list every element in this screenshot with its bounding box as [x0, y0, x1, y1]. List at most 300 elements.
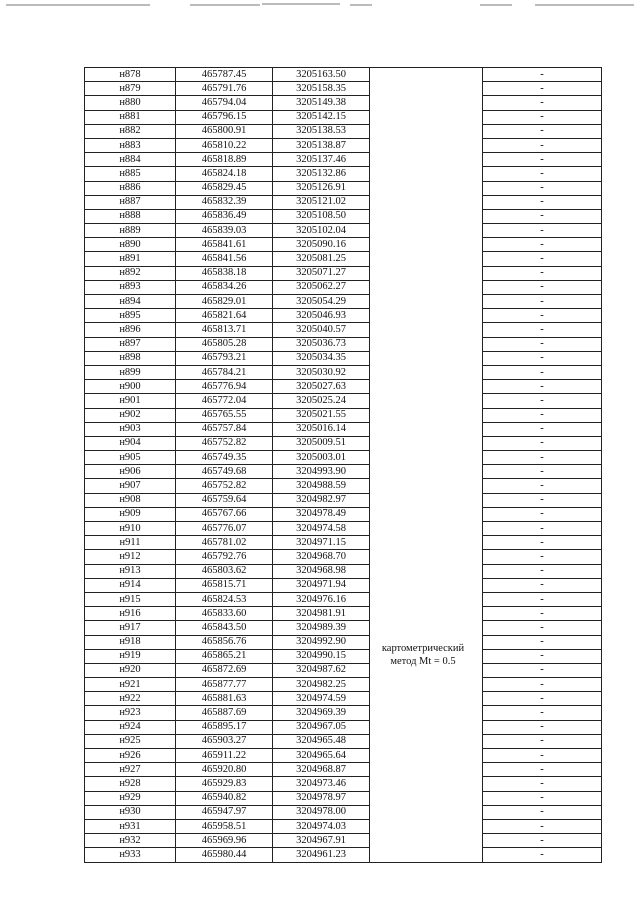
point-id-cell: н878 — [85, 68, 176, 82]
method-cell — [370, 692, 483, 706]
y-coordinate-cell: 3205025.24 — [273, 394, 370, 408]
method-cell — [370, 252, 483, 266]
table-row — [85, 749, 602, 763]
error-cell: - — [483, 791, 602, 805]
point-id-cell: н916 — [85, 607, 176, 621]
table-row — [85, 663, 602, 677]
x-coordinate-cell: 465765.55 — [176, 408, 273, 422]
x-coordinate-cell: 465856.76 — [176, 635, 273, 649]
method-cell — [370, 266, 483, 280]
method-note — [367, 642, 479, 668]
x-coordinate-cell: 465824.18 — [176, 167, 273, 181]
error-cell: - — [483, 351, 602, 365]
x-coordinate-cell: 465841.61 — [176, 238, 273, 252]
point-id-cell: н900 — [85, 380, 176, 394]
table-row — [85, 479, 602, 493]
error-cell: - — [483, 394, 602, 408]
point-id-cell: н930 — [85, 805, 176, 819]
point-id-cell: н906 — [85, 465, 176, 479]
x-coordinate-cell: 465759.64 — [176, 493, 273, 507]
table-row — [85, 805, 602, 819]
x-coordinate-cell: 465781.02 — [176, 536, 273, 550]
point-id-cell: н889 — [85, 224, 176, 238]
table-row — [85, 195, 602, 209]
method-cell — [370, 479, 483, 493]
table-row — [85, 153, 602, 167]
error-cell: - — [483, 224, 602, 238]
y-coordinate-cell: 3204978.97 — [273, 791, 370, 805]
point-id-cell: н931 — [85, 819, 176, 833]
x-coordinate-cell: 465794.04 — [176, 96, 273, 110]
point-id-cell: н925 — [85, 734, 176, 748]
point-id-cell: н913 — [85, 564, 176, 578]
method-cell — [370, 678, 483, 692]
point-id-cell: н926 — [85, 749, 176, 763]
table-row — [85, 607, 602, 621]
error-cell: - — [483, 167, 602, 181]
y-coordinate-cell: 3205036.73 — [273, 337, 370, 351]
table-row — [85, 436, 602, 450]
x-coordinate-cell: 465792.76 — [176, 550, 273, 564]
point-id-cell: н933 — [85, 848, 176, 862]
x-coordinate-cell: 465903.27 — [176, 734, 273, 748]
point-id-cell: н922 — [85, 692, 176, 706]
x-coordinate-cell: 465752.82 — [176, 436, 273, 450]
y-coordinate-cell: 3204978.49 — [273, 507, 370, 521]
table-row — [85, 692, 602, 706]
table-row — [85, 138, 602, 152]
table-row — [85, 422, 602, 436]
error-cell: - — [483, 153, 602, 167]
y-coordinate-cell: 3204992.90 — [273, 635, 370, 649]
point-id-cell: н909 — [85, 507, 176, 521]
error-cell: - — [483, 408, 602, 422]
method-cell — [370, 578, 483, 592]
y-coordinate-cell: 3205003.01 — [273, 451, 370, 465]
method-cell — [370, 280, 483, 294]
x-coordinate-cell: 465749.68 — [176, 465, 273, 479]
error-cell: - — [483, 365, 602, 379]
y-coordinate-cell: 3204974.58 — [273, 522, 370, 536]
method-cell — [370, 153, 483, 167]
x-coordinate-cell: 465818.89 — [176, 153, 273, 167]
method-cell — [370, 805, 483, 819]
x-coordinate-cell: 465841.56 — [176, 252, 273, 266]
point-id-cell: н885 — [85, 167, 176, 181]
point-id-cell: н917 — [85, 621, 176, 635]
x-coordinate-cell: 465803.62 — [176, 564, 273, 578]
point-id-cell: н888 — [85, 209, 176, 223]
y-coordinate-cell: 3204989.39 — [273, 621, 370, 635]
point-id-cell: н890 — [85, 238, 176, 252]
error-cell: - — [483, 848, 602, 862]
point-id-cell: н894 — [85, 295, 176, 309]
point-id-cell: н883 — [85, 138, 176, 152]
x-coordinate-cell: 465843.50 — [176, 621, 273, 635]
x-coordinate-cell: 465784.21 — [176, 365, 273, 379]
table-row — [85, 323, 602, 337]
y-coordinate-cell: 3205009.51 — [273, 436, 370, 450]
y-coordinate-cell: 3205137.46 — [273, 153, 370, 167]
table-row — [85, 337, 602, 351]
y-coordinate-cell: 3204987.62 — [273, 663, 370, 677]
error-cell: - — [483, 337, 602, 351]
y-coordinate-cell: 3205034.35 — [273, 351, 370, 365]
x-coordinate-cell: 465920.80 — [176, 763, 273, 777]
x-coordinate-cell: 465810.22 — [176, 138, 273, 152]
x-coordinate-cell: 465929.83 — [176, 777, 273, 791]
table-row — [85, 678, 602, 692]
table-row — [85, 763, 602, 777]
y-coordinate-cell: 3205054.29 — [273, 295, 370, 309]
point-id-cell: н928 — [85, 777, 176, 791]
point-id-cell: н902 — [85, 408, 176, 422]
coordinates-table — [84, 67, 602, 863]
x-coordinate-cell: 465969.96 — [176, 834, 273, 848]
method-cell — [370, 337, 483, 351]
error-cell: - — [483, 138, 602, 152]
method-cell — [370, 323, 483, 337]
x-coordinate-cell: 465757.84 — [176, 422, 273, 436]
error-cell: - — [483, 692, 602, 706]
method-cell — [370, 436, 483, 450]
method-cell — [370, 734, 483, 748]
table-row — [85, 550, 602, 564]
point-id-cell: н884 — [85, 153, 176, 167]
error-cell: - — [483, 522, 602, 536]
table-row — [85, 706, 602, 720]
method-cell — [370, 238, 483, 252]
method-cell — [370, 82, 483, 96]
method-cell — [370, 607, 483, 621]
x-coordinate-cell: 465776.94 — [176, 380, 273, 394]
table-row — [85, 465, 602, 479]
table-row — [85, 266, 602, 280]
x-coordinate-cell: 465767.66 — [176, 507, 273, 521]
table-row — [85, 365, 602, 379]
error-cell: - — [483, 507, 602, 521]
table-row — [85, 309, 602, 323]
point-id-cell: н886 — [85, 181, 176, 195]
method-cell — [370, 522, 483, 536]
point-id-cell: н905 — [85, 451, 176, 465]
y-coordinate-cell: 3205126.91 — [273, 181, 370, 195]
error-cell: - — [483, 734, 602, 748]
error-cell: - — [483, 536, 602, 550]
error-cell: - — [483, 323, 602, 337]
y-coordinate-cell: 3205021.55 — [273, 408, 370, 422]
table-row — [85, 280, 602, 294]
error-cell: - — [483, 436, 602, 450]
point-id-cell: н914 — [85, 578, 176, 592]
method-cell — [370, 763, 483, 777]
y-coordinate-cell: 3204965.48 — [273, 734, 370, 748]
point-id-cell: н911 — [85, 536, 176, 550]
point-id-cell: н904 — [85, 436, 176, 450]
table-row — [85, 734, 602, 748]
y-coordinate-cell: 3204968.98 — [273, 564, 370, 578]
x-coordinate-cell: 465805.28 — [176, 337, 273, 351]
y-coordinate-cell: 3204974.03 — [273, 819, 370, 833]
x-coordinate-cell: 465887.69 — [176, 706, 273, 720]
y-coordinate-cell: 3205108.50 — [273, 209, 370, 223]
point-id-cell: н927 — [85, 763, 176, 777]
error-cell: - — [483, 592, 602, 606]
y-coordinate-cell: 3204969.39 — [273, 706, 370, 720]
error-cell: - — [483, 763, 602, 777]
point-id-cell: н915 — [85, 592, 176, 606]
error-cell: - — [483, 564, 602, 578]
method-cell — [370, 834, 483, 848]
table-row — [85, 536, 602, 550]
method-cell — [370, 394, 483, 408]
method-cell — [370, 777, 483, 791]
x-coordinate-cell: 465832.39 — [176, 195, 273, 209]
x-coordinate-cell: 465796.15 — [176, 110, 273, 124]
x-coordinate-cell: 465911.22 — [176, 749, 273, 763]
table-row — [85, 252, 602, 266]
y-coordinate-cell: 3205030.92 — [273, 365, 370, 379]
error-cell: - — [483, 68, 602, 82]
point-id-cell: н918 — [85, 635, 176, 649]
table-row — [85, 181, 602, 195]
error-cell: - — [483, 706, 602, 720]
method-note-line2: метод Mt = 0.5 — [390, 656, 456, 667]
x-coordinate-cell: 465793.21 — [176, 351, 273, 365]
table-row — [85, 96, 602, 110]
y-coordinate-cell: 3204971.94 — [273, 578, 370, 592]
table-row — [85, 649, 602, 663]
y-coordinate-cell: 3204982.25 — [273, 678, 370, 692]
method-cell — [370, 96, 483, 110]
point-id-cell: н908 — [85, 493, 176, 507]
table-row — [85, 408, 602, 422]
error-cell: - — [483, 238, 602, 252]
x-coordinate-cell: 465791.76 — [176, 82, 273, 96]
point-id-cell: н929 — [85, 791, 176, 805]
error-cell: - — [483, 834, 602, 848]
method-cell — [370, 621, 483, 635]
point-id-cell: н892 — [85, 266, 176, 280]
error-cell: - — [483, 578, 602, 592]
y-coordinate-cell: 3204967.91 — [273, 834, 370, 848]
y-coordinate-cell: 3205090.16 — [273, 238, 370, 252]
point-id-cell: н920 — [85, 663, 176, 677]
y-coordinate-cell: 3204990.15 — [273, 649, 370, 663]
table-row — [85, 167, 602, 181]
y-coordinate-cell: 3204973.46 — [273, 777, 370, 791]
point-id-cell: н879 — [85, 82, 176, 96]
point-id-cell: н882 — [85, 124, 176, 138]
table-row — [85, 522, 602, 536]
method-cell — [370, 380, 483, 394]
point-id-cell: н880 — [85, 96, 176, 110]
x-coordinate-cell: 465829.01 — [176, 295, 273, 309]
error-cell: - — [483, 621, 602, 635]
point-id-cell: н887 — [85, 195, 176, 209]
point-id-cell: н923 — [85, 706, 176, 720]
x-coordinate-cell: 465872.69 — [176, 663, 273, 677]
error-cell: - — [483, 819, 602, 833]
point-id-cell: н899 — [85, 365, 176, 379]
method-cell — [370, 422, 483, 436]
table-row — [85, 394, 602, 408]
error-cell: - — [483, 380, 602, 394]
x-coordinate-cell: 465958.51 — [176, 819, 273, 833]
point-id-cell: н891 — [85, 252, 176, 266]
x-coordinate-cell: 465881.63 — [176, 692, 273, 706]
method-cell — [370, 592, 483, 606]
table-row — [85, 592, 602, 606]
y-coordinate-cell: 3204976.16 — [273, 592, 370, 606]
method-cell — [370, 195, 483, 209]
method-cell — [370, 181, 483, 195]
y-coordinate-cell: 3205138.53 — [273, 124, 370, 138]
x-coordinate-cell: 465752.82 — [176, 479, 273, 493]
method-cell — [370, 493, 483, 507]
x-coordinate-cell: 465772.04 — [176, 394, 273, 408]
x-coordinate-cell: 465940.82 — [176, 791, 273, 805]
scan-artifact-marks — [0, 0, 640, 12]
point-id-cell: н895 — [85, 309, 176, 323]
x-coordinate-cell: 465839.03 — [176, 224, 273, 238]
error-cell: - — [483, 635, 602, 649]
table-row — [85, 110, 602, 124]
y-coordinate-cell: 3205016.14 — [273, 422, 370, 436]
table-row — [85, 578, 602, 592]
method-cell — [370, 295, 483, 309]
point-id-cell: н912 — [85, 550, 176, 564]
method-cell — [370, 720, 483, 734]
table-row — [85, 451, 602, 465]
error-cell: - — [483, 805, 602, 819]
table-row — [85, 380, 602, 394]
method-cell — [370, 706, 483, 720]
error-cell: - — [483, 309, 602, 323]
y-coordinate-cell: 3204982.97 — [273, 493, 370, 507]
method-note-line1: картометрический — [381, 643, 465, 654]
error-cell: - — [483, 451, 602, 465]
y-coordinate-cell: 3205062.27 — [273, 280, 370, 294]
table-row — [85, 68, 602, 82]
table-row — [85, 124, 602, 138]
coordinates-table-body — [85, 68, 602, 863]
method-cell — [370, 138, 483, 152]
table-row — [85, 834, 602, 848]
table-row — [85, 777, 602, 791]
method-cell — [370, 550, 483, 564]
error-cell: - — [483, 493, 602, 507]
table-row — [85, 507, 602, 521]
method-cell — [370, 465, 483, 479]
x-coordinate-cell: 465749.35 — [176, 451, 273, 465]
error-cell: - — [483, 663, 602, 677]
method-cell — [370, 536, 483, 550]
error-cell: - — [483, 720, 602, 734]
x-coordinate-cell: 465829.45 — [176, 181, 273, 195]
x-coordinate-cell: 465821.64 — [176, 309, 273, 323]
table-row — [85, 720, 602, 734]
y-coordinate-cell: 3204968.87 — [273, 763, 370, 777]
x-coordinate-cell: 465877.77 — [176, 678, 273, 692]
y-coordinate-cell: 3204993.90 — [273, 465, 370, 479]
method-cell — [370, 167, 483, 181]
y-coordinate-cell: 3205158.35 — [273, 82, 370, 96]
method-cell — [370, 110, 483, 124]
method-cell — [370, 408, 483, 422]
point-id-cell: н897 — [85, 337, 176, 351]
error-cell: - — [483, 649, 602, 663]
table-row — [85, 351, 602, 365]
point-id-cell: н896 — [85, 323, 176, 337]
table-row — [85, 493, 602, 507]
point-id-cell: н901 — [85, 394, 176, 408]
point-id-cell: н898 — [85, 351, 176, 365]
x-coordinate-cell: 465980.44 — [176, 848, 273, 862]
y-coordinate-cell: 3205138.87 — [273, 138, 370, 152]
method-cell — [370, 507, 483, 521]
table-row — [85, 819, 602, 833]
y-coordinate-cell: 3204971.15 — [273, 536, 370, 550]
method-cell — [370, 209, 483, 223]
method-cell — [370, 224, 483, 238]
y-coordinate-cell: 3205121.02 — [273, 195, 370, 209]
method-cell — [370, 351, 483, 365]
x-coordinate-cell: 465865.21 — [176, 649, 273, 663]
error-cell: - — [483, 465, 602, 479]
error-cell: - — [483, 678, 602, 692]
x-coordinate-cell: 465824.53 — [176, 592, 273, 606]
x-coordinate-cell: 465815.71 — [176, 578, 273, 592]
y-coordinate-cell: 3205142.15 — [273, 110, 370, 124]
y-coordinate-cell: 3204967.05 — [273, 720, 370, 734]
y-coordinate-cell: 3204978.00 — [273, 805, 370, 819]
method-cell — [370, 819, 483, 833]
error-cell: - — [483, 181, 602, 195]
y-coordinate-cell: 3205081.25 — [273, 252, 370, 266]
point-id-cell: н893 — [85, 280, 176, 294]
point-id-cell: н921 — [85, 678, 176, 692]
method-cell — [370, 68, 483, 82]
point-id-cell: н907 — [85, 479, 176, 493]
point-id-cell: н910 — [85, 522, 176, 536]
y-coordinate-cell: 3205027.63 — [273, 380, 370, 394]
point-id-cell: н932 — [85, 834, 176, 848]
x-coordinate-cell: 465800.91 — [176, 124, 273, 138]
error-cell: - — [483, 96, 602, 110]
x-coordinate-cell: 465947.97 — [176, 805, 273, 819]
x-coordinate-cell: 465833.60 — [176, 607, 273, 621]
error-cell: - — [483, 295, 602, 309]
method-cell — [370, 749, 483, 763]
point-id-cell: н924 — [85, 720, 176, 734]
x-coordinate-cell: 465836.49 — [176, 209, 273, 223]
y-coordinate-cell: 3205132.86 — [273, 167, 370, 181]
method-cell — [370, 451, 483, 465]
y-coordinate-cell: 3205046.93 — [273, 309, 370, 323]
y-coordinate-cell: 3205149.38 — [273, 96, 370, 110]
error-cell: - — [483, 124, 602, 138]
error-cell: - — [483, 422, 602, 436]
table-row — [85, 848, 602, 862]
y-coordinate-cell: 3205102.04 — [273, 224, 370, 238]
table-row — [85, 224, 602, 238]
error-cell: - — [483, 479, 602, 493]
error-cell: - — [483, 607, 602, 621]
x-coordinate-cell: 465838.18 — [176, 266, 273, 280]
error-cell: - — [483, 280, 602, 294]
error-cell: - — [483, 749, 602, 763]
